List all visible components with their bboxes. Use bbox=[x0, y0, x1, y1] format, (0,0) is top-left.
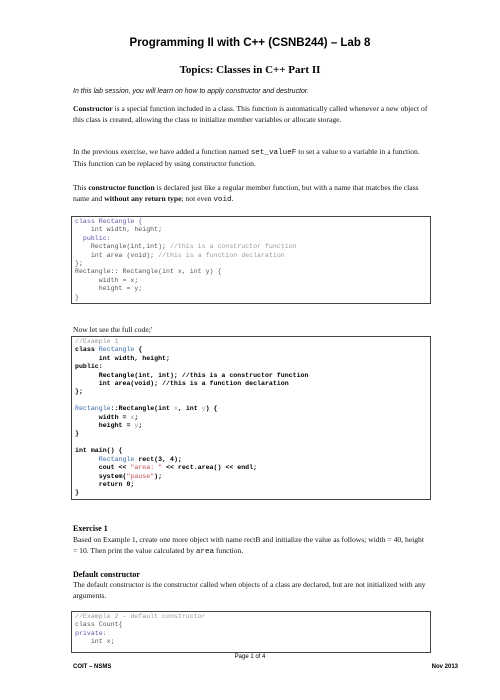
code-block-3-lines bbox=[72, 612, 430, 648]
code2-line: }; bbox=[75, 388, 83, 396]
page-subtitle: Topics: Classes in C++ Part II bbox=[179, 64, 321, 76]
code2-comment: //this is a function declaration bbox=[162, 380, 289, 388]
para3-before: This bbox=[73, 183, 89, 192]
code2-line: } bbox=[75, 489, 79, 497]
intro-text: In this lab session, you will learn on how to apply constructor and destructor. bbox=[73, 88, 309, 95]
code2-token: { bbox=[134, 346, 143, 354]
code1-line: class Rectangle { bbox=[75, 218, 143, 225]
code2-token: , int bbox=[177, 405, 202, 413]
code3-comment: //Example 2 - default constructor bbox=[75, 613, 206, 620]
code2-token: Rectangle bbox=[98, 455, 135, 463]
code3-line: private: bbox=[75, 629, 107, 637]
code2-comment: //this is a constructor function bbox=[181, 371, 309, 379]
code2-token: cout << bbox=[75, 464, 131, 472]
previous-exercise-paragraph bbox=[73, 147, 429, 169]
code2-line: int main() { bbox=[75, 447, 123, 455]
code-block-2-lines bbox=[72, 337, 430, 499]
page-number: Page 1 of 4 bbox=[234, 654, 266, 660]
code2-line: int width, height; bbox=[75, 354, 170, 362]
code1-line: Rectangle:: Rectangle(int x, int y) { bbox=[75, 268, 222, 276]
code2-token: x bbox=[173, 405, 178, 413]
code1-line: width = x; bbox=[75, 276, 139, 284]
exercise-before: Based on Example 1, create one more object with name rectB and initialize the value as follows; width = 40, height = 10. Then print the value calculated by bbox=[73, 535, 424, 555]
full-code-intro: Now let see the full code;' bbox=[73, 325, 153, 334]
code3-line: int x; bbox=[75, 638, 115, 646]
code2-token: y bbox=[134, 422, 139, 430]
para2-code: set_valueF bbox=[250, 149, 297, 157]
code2-token: Rectangle bbox=[98, 346, 135, 354]
code2-token: height = bbox=[75, 422, 135, 430]
code2-line: } bbox=[75, 430, 79, 438]
code2-token: Rectangle bbox=[75, 405, 111, 413]
para2-before: In the previous exercise, we have added a function named bbox=[73, 147, 251, 156]
code3-line: class Count{ bbox=[75, 621, 123, 629]
para3-middle: is declared just like a regular member function, but with a name that matches the class name and bbox=[73, 183, 419, 203]
para3-code: void bbox=[213, 195, 232, 204]
para2-after: to set a value to a variable in a function. This function can be replaced by using constructor function. bbox=[73, 147, 420, 168]
code2-token: << rect.area() << endl; bbox=[162, 464, 258, 472]
code2-comment: //Example 1 bbox=[75, 338, 119, 345]
footer-left: COIT – NSMS bbox=[73, 664, 112, 670]
code1-line: int area (void); bbox=[75, 251, 159, 259]
para3-bold1: constructor function bbox=[88, 183, 155, 192]
code-block-example-2 bbox=[71, 611, 431, 653]
code1-line: int width, height; bbox=[75, 226, 163, 234]
code2-token: x bbox=[130, 413, 135, 421]
page-title: Programming II with C++ (CSNB244) – Lab 8 bbox=[129, 37, 371, 49]
exercise-heading: Exercise 1 bbox=[73, 524, 108, 533]
code-block-rectangle bbox=[71, 216, 431, 304]
code2-token: Rectangle(int, int); bbox=[75, 371, 182, 379]
para3-after: ; not even bbox=[181, 193, 214, 203]
code1-comment: //this is a function declaration bbox=[158, 251, 285, 259]
default-constructor-text: The default constructor is the constructor called when objects of a class are declared, but are not initialized with any arguments. bbox=[73, 580, 426, 600]
constructor-declaration-paragraph bbox=[73, 183, 429, 205]
code-block-1-lines bbox=[72, 217, 430, 303]
code2-token: system( bbox=[75, 472, 127, 480]
code1-line: height = y; bbox=[75, 285, 143, 293]
code2-token: width = bbox=[75, 413, 131, 421]
exercise-code: area bbox=[195, 547, 215, 556]
exercise-after: function. bbox=[214, 545, 244, 555]
exercise-text bbox=[73, 535, 429, 557]
code2-token: y bbox=[201, 405, 206, 413]
code1-comment: //this is a constructor function bbox=[169, 243, 297, 251]
para3-end: . bbox=[231, 193, 234, 203]
footer-right: Nov 2013 bbox=[431, 664, 458, 670]
code2-token: ::Rectangle(int bbox=[110, 405, 174, 413]
code2-token: ); bbox=[154, 472, 163, 480]
code2-string: "area: " bbox=[130, 464, 163, 472]
code2-line: return 0; bbox=[75, 480, 135, 488]
constructor-term: Constructor bbox=[73, 104, 113, 113]
code1-line: } bbox=[75, 293, 79, 301]
code-block-example-1 bbox=[71, 336, 431, 500]
code2-token: ) { bbox=[205, 405, 218, 413]
code1-line: public: bbox=[75, 234, 111, 242]
code2-string: "pause" bbox=[126, 472, 155, 480]
default-constructor-heading: Default constructor bbox=[73, 570, 140, 579]
code2-token bbox=[75, 456, 99, 463]
constructor-text: is a special function included in a class. This function is automatically called whenever a new object of this class is created, allowing the class to initialize member variables or allocate storage. bbox=[73, 104, 428, 124]
code2-token: ; bbox=[134, 413, 139, 421]
code1-line: }; bbox=[75, 260, 83, 268]
code2-token: class bbox=[75, 346, 99, 354]
code2-token: int area(void); bbox=[75, 380, 163, 388]
constructor-paragraph bbox=[73, 104, 429, 125]
code2-token: rect(3, 4); bbox=[134, 455, 182, 463]
code2-line: public: bbox=[75, 363, 103, 371]
para3-bold2: without any return type bbox=[104, 193, 182, 203]
code1-line: Rectangle(int,int); bbox=[75, 243, 170, 251]
code2-token: ; bbox=[138, 422, 143, 430]
